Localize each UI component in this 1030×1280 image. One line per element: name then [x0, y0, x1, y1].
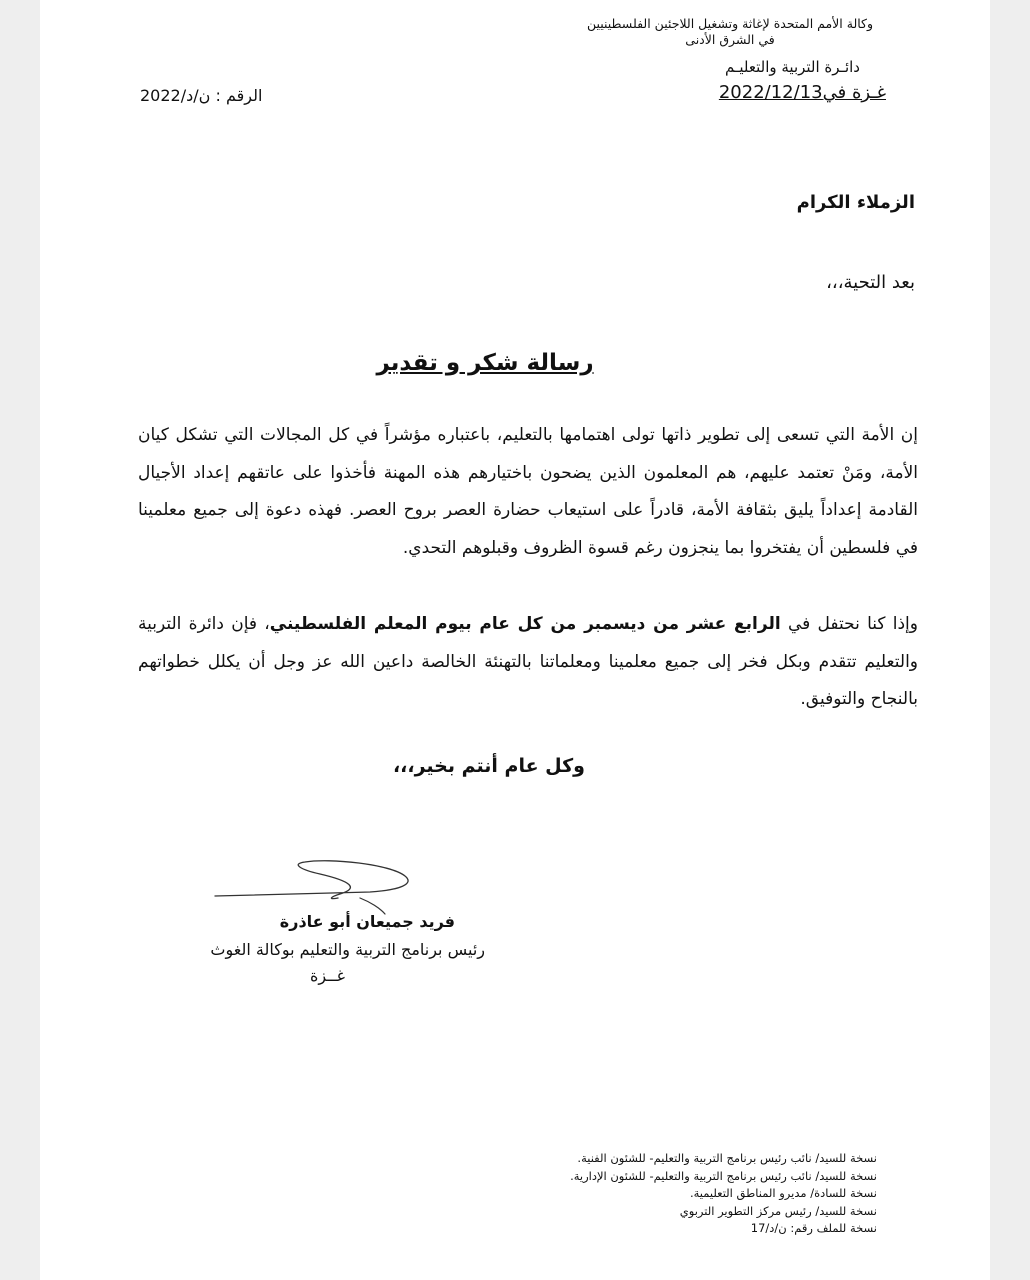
org-line-1: وكالة الأمم المتحدة لإغاثة وتشغيل اللاجئين الفلسطينيين	[586, 16, 874, 31]
org-line-2: في الشرق الأدنى	[685, 32, 775, 47]
greeting: الزملاء الكرام	[796, 192, 915, 213]
paragraph-2	[138, 606, 918, 719]
signer-city: غــزة	[310, 966, 345, 985]
closing-line: وكل عام أنتم بخير،،،	[392, 755, 585, 777]
paragraph-2-bold: الرابع عشر من ديسمبر من كل عام بيوم المعلم الفلسطيني	[269, 614, 781, 634]
department-name: دائـرة التربية والتعليـم	[725, 58, 860, 76]
after-greeting: بعد التحية،،،	[826, 272, 915, 293]
letter-page	[40, 0, 990, 1280]
signer-name: فريد جميعان أبو عاذرة	[279, 912, 455, 931]
copy-item: نسخة للسيد/ نائب رئيس برنامج التربية والتعليم- للشئون الإدارية.	[570, 1168, 877, 1183]
copies-list	[570, 1150, 877, 1238]
signer-position: رئيس برنامج التربية والتعليم بوكالة الغوث	[210, 940, 485, 959]
copy-item: نسخة للسادة/ مديرو المناطق التعليمية.	[689, 1186, 877, 1200]
paragraph-1: إن الأمة التي تسعى إلى تطوير ذاتها تولى اهتمامها بالتعليم، باعتباره مؤشراً في كل المجالات التي تشكل كيان الأمة، ومَنْ تعتمد عليهم، هم المعلمون الذين يضحون باختيارهم هذه المهنة فأخذوا على عاتقهم إعداد الأجيال القادمة إعداداً يليق بثقافة الأمة، قادراً على استيعاب حضارة العصر بروح العصر. فهذه دعوة إلى جميع معلمينا في فلسطين أن يفتخروا بما ينجزون رغم قسوة الظروف وقبلوهم التحدي.	[138, 425, 918, 558]
letter-date: غـزة في2022/12/13	[718, 82, 886, 103]
paragraph-2-start: وإذا كنا نحتفل في	[780, 614, 918, 634]
organization-name	[570, 16, 890, 48]
copy-item: نسخة للملف رقم: ن/د/17	[750, 1221, 877, 1235]
copy-item: نسخة للسيد/ نائب رئيس برنامج التربية والتعليم- للشئون الفنية.	[577, 1151, 877, 1165]
copy-item: نسخة للسيد/ رئيس مركز التطوير التربوي	[679, 1203, 877, 1218]
reference-number: الرقم : ن/د/2022	[140, 86, 263, 105]
paragraph-2-end: ، فإن دائرة التربية والتعليم تتقدم وبكل فخر إلى جميع معلمينا ومعلماتنا بالتهنئة الخالصة داعين الله عز وجل أن يكلل خطواتهم بالنجاح والتوفيق.	[138, 614, 918, 709]
letter-title: رسالة شكر و تقدير	[376, 350, 594, 376]
handwritten-signature	[210, 848, 430, 918]
